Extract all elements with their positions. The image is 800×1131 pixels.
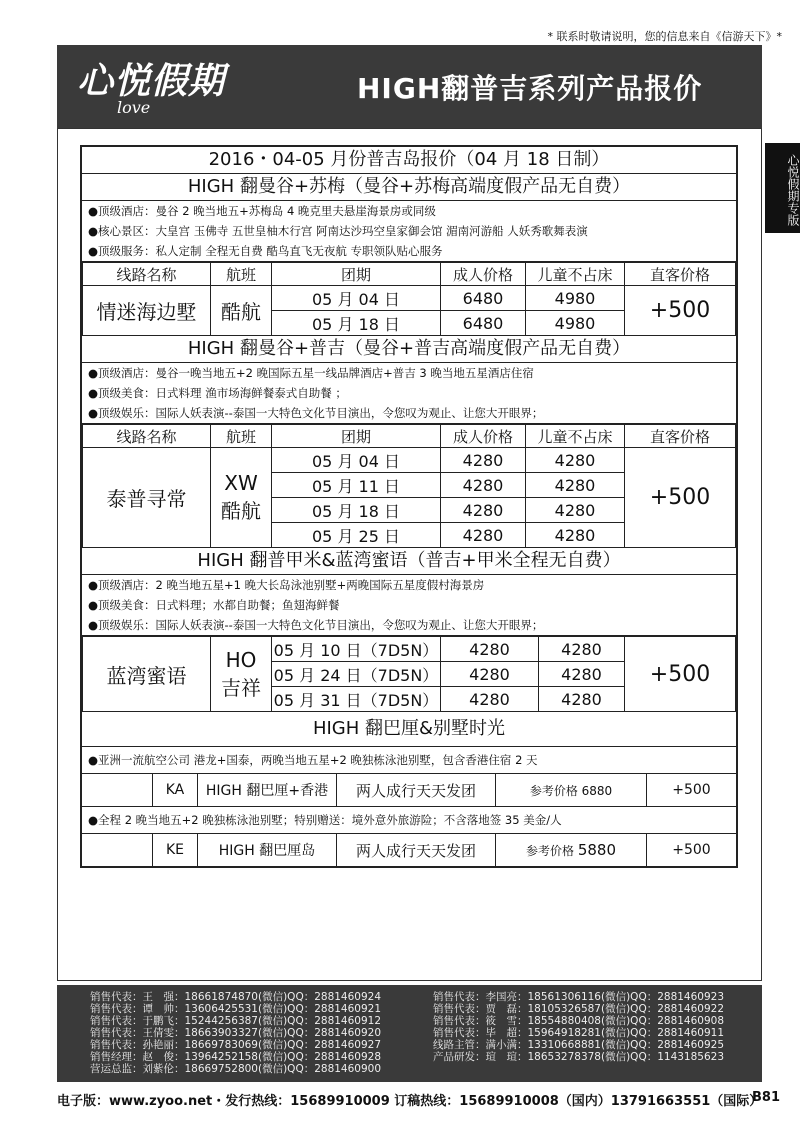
contact-line: 产品研发：瑄 瑄：18653278378(微信)QQ：1143185623 xyxy=(433,1051,725,1063)
ka-ref-price: 参考价格 6880 xyxy=(496,774,647,807)
child-price: 4280 xyxy=(539,637,625,662)
child-price: 4980 xyxy=(526,286,625,311)
col-adult: 成人价格 xyxy=(441,425,526,448)
col-flight: 航班 xyxy=(211,425,272,448)
page-title: HIGH翻普吉系列产品报价 xyxy=(357,72,703,105)
col-dates: 团期 xyxy=(272,425,441,448)
spacer-cell xyxy=(82,834,153,867)
pkg3-note: ●顶级美食：日式料理；水都自助餐；鱼翅海鲜餐 xyxy=(88,598,340,612)
ka-direct-price: +500 xyxy=(647,774,737,807)
direct-price: +500 xyxy=(625,637,736,712)
child-price: 4280 xyxy=(526,498,625,523)
direct-price: +500 xyxy=(625,448,736,548)
spacer-cell xyxy=(82,774,153,807)
brand-logo: 心悦假期 xyxy=(77,60,226,102)
ke-ref-label: 参考价格 xyxy=(525,844,574,858)
pkg2-title: HIGH 翻曼谷+普吉（曼谷+普吉高端度假产品无自费） xyxy=(82,336,736,363)
contacts-left xyxy=(90,991,381,1075)
ka-table xyxy=(82,773,736,807)
pkg4-title: HIGH 翻巴厘&别墅时光 xyxy=(82,712,736,747)
contacts-footer xyxy=(57,985,762,1082)
col-flight: 航班 xyxy=(211,263,272,286)
adult-price: 6480 xyxy=(441,311,526,336)
col-direct: 直客价格 xyxy=(625,263,736,286)
route-name: 情迷海边墅 xyxy=(83,286,211,336)
child-price: 4980 xyxy=(526,311,625,336)
flight-code: XW xyxy=(224,471,258,495)
col-dates: 团期 xyxy=(272,263,441,286)
pkg1-note: ●顶级服务：私人定制 全程无自费 酷鸟直飞无夜航 专职领队贴心服务 xyxy=(88,244,443,258)
ke-ref-value: 5880 xyxy=(577,841,617,859)
child-price: 4280 xyxy=(539,662,625,687)
pkg2-note: ●顶级娱乐：国际人妖表演--泰国一大特色文化节目演出，令您叹为观止、让您大开眼界； xyxy=(88,406,544,420)
ke-table xyxy=(82,833,736,866)
date-cell: 05 月 31 日（7D5N） xyxy=(272,687,441,712)
contact-line: 线路主管：满小满：13310668881(微信)QQ：2881460925 xyxy=(433,1039,725,1051)
pkg4-note: ●全程 2 晚当地五+2 晚独栋泳池别墅；特别赠送：境外意外旅游险；不含落地签 35 美金/人 xyxy=(88,813,562,827)
contacts-right xyxy=(433,991,724,1063)
adult-price: 4280 xyxy=(441,662,539,687)
date-cell: 05 月 04 日 xyxy=(272,286,441,311)
brand-logo-sub: love xyxy=(117,98,151,117)
child-price: 4280 xyxy=(526,448,625,473)
adult-price: 4280 xyxy=(441,448,526,473)
col-route: 线路名称 xyxy=(83,263,211,286)
contact-line: 销售代表：谭 帅：13606425531(微信)QQ：2881460921 xyxy=(90,1003,382,1015)
adult-price: 4280 xyxy=(441,637,539,662)
pkg2-note: ●顶级酒店：曼谷一晚当地五+2 晚国际五星一线品牌酒店+普吉 3 晚当地五星酒店住宿 xyxy=(88,366,534,380)
child-price: 4280 xyxy=(539,687,625,712)
contact-line: 销售代表：毕 超：15964918281(微信)QQ：2881460911 xyxy=(433,1027,725,1039)
ka-name: HIGH 翻巴厘+香港 xyxy=(198,774,337,807)
route-name: 泰普寻常 xyxy=(83,448,211,548)
date-cell: 05 月 25 日 xyxy=(272,523,441,548)
col-child: 儿童不占床 xyxy=(526,263,625,286)
flight-name xyxy=(211,448,272,548)
contact-line: 销售代表：筱 雪：18554880408(微信)QQ：2881460908 xyxy=(433,1015,725,1027)
pkg1-title: HIGH 翻曼谷+苏梅（曼谷+苏梅高端度假产品无自费） xyxy=(82,174,736,201)
ka-code: KA xyxy=(153,774,198,807)
flight-airline: 酷航 xyxy=(221,499,261,523)
contact-line: 销售代表：王 强：18661874870(微信)QQ：2881460924 xyxy=(90,991,382,1003)
pkg2-table xyxy=(82,424,736,548)
header-banner xyxy=(57,45,762,128)
contact-line: 销售代表：李国亮：18561306116(微信)QQ：2881460923 xyxy=(433,991,725,1003)
flight-name xyxy=(211,637,272,712)
date-cell: 05 月 24 日（7D5N） xyxy=(272,662,441,687)
contact-line: 销售代表：贾 磊：18105326587(微信)QQ：2881460922 xyxy=(433,1003,725,1015)
ke-name: HIGH 翻巴厘岛 xyxy=(198,834,337,867)
pkg3-note: ●顶级酒店：2 晚当地五星+1 晚大长岛泳池别墅+两晚国际五星度假村海景房 xyxy=(88,578,485,592)
date-cell: 05 月 11 日 xyxy=(272,473,441,498)
date-cell: 05 月 18 日 xyxy=(272,311,441,336)
pkg4-note: ●亚洲一流航空公司 港龙+国泰，两晚当地五星+2 晚独栋泳池别墅，包含香港住宿 2 天 xyxy=(88,753,538,767)
col-route: 线路名称 xyxy=(83,425,211,448)
direct-price: +500 xyxy=(625,286,736,336)
col-direct: 直客价格 xyxy=(625,425,736,448)
pkg1-note: ●核心景区：大皇宫 玉佛寺 五世皇柚木行宫 阿南达沙玛空皇家御会馆 湄南河游船 人妖秀歌舞表演 xyxy=(88,224,588,238)
child-price: 4280 xyxy=(526,523,625,548)
contact-line: 销售代表：孙艳丽：18669783069(微信)QQ：2881460927 xyxy=(90,1039,382,1051)
contact-line: 营运总监：刘紫伦：18669752800(微信)QQ：2881460900 xyxy=(90,1063,382,1075)
side-tab: 心悦假期专版 xyxy=(765,143,800,233)
contact-line: 销售经理：赵 俊：13964252158(微信)QQ：2881460928 xyxy=(90,1051,382,1063)
date-cell: 05 月 18 日 xyxy=(272,498,441,523)
flight-name: 酷航 xyxy=(211,286,272,336)
ka-departure: 两人成行天天发团 xyxy=(337,774,496,807)
source-note: * 联系时敬请说明，您的信息来自《信游天下》* xyxy=(547,30,782,43)
flight-code: HO xyxy=(225,647,257,672)
date-cell: 05 月 10 日（7D5N） xyxy=(272,637,441,662)
ke-direct-price: +500 xyxy=(647,834,737,867)
contact-line: 销售代表：王倩雯：18663903327(微信)QQ：2881460920 xyxy=(90,1027,382,1039)
ke-ref-price xyxy=(496,834,647,867)
main-title: 2016・04-05 月份普吉岛报价（04 月 18 日制） xyxy=(82,147,736,174)
adult-price: 4280 xyxy=(441,687,539,712)
adult-price: 4280 xyxy=(441,523,526,548)
pkg3-note: ●顶级娱乐：国际人妖表演--泰国一大特色文化节目演出，令您叹为观止、让您大开眼界； xyxy=(88,618,544,632)
pkg1-note: ●顶级酒店：曼谷 2 晚当地五+苏梅岛 4 晚克里夫悬崖海景房或同级 xyxy=(88,204,436,218)
ke-departure: 两人成行天天发团 xyxy=(337,834,496,867)
page-number: B81 xyxy=(752,1090,780,1105)
pkg1-table xyxy=(82,262,736,336)
pkg3-title: HIGH 翻普甲米&蓝湾蜜语（普吉+甲米全程无自费） xyxy=(82,548,736,575)
adult-price: 4280 xyxy=(441,498,526,523)
pkg3-table xyxy=(82,636,736,712)
pkg2-note: ●顶级美食：日式料理 渔市场海鲜餐泰式自助餐 ； xyxy=(88,386,347,400)
ke-code: KE xyxy=(153,834,198,867)
adult-price: 4280 xyxy=(441,473,526,498)
child-price: 4280 xyxy=(526,473,625,498)
date-cell: 05 月 04 日 xyxy=(272,448,441,473)
adult-price: 6480 xyxy=(441,286,526,311)
col-child: 儿童不占床 xyxy=(526,425,625,448)
route-name: 蓝湾蜜语 xyxy=(83,637,211,712)
price-list xyxy=(80,145,738,868)
flight-airline: 吉祥 xyxy=(221,675,261,700)
col-adult: 成人价格 xyxy=(441,263,526,286)
contact-line: 销售代表：于鹏飞：15244256387(微信)QQ：2881460912 xyxy=(90,1015,382,1027)
publication-info: 电子版：www.zyoo.net・发行热线：15689910009 订稿热线：15689910008（国内）13791663551（国际） xyxy=(57,1094,763,1109)
